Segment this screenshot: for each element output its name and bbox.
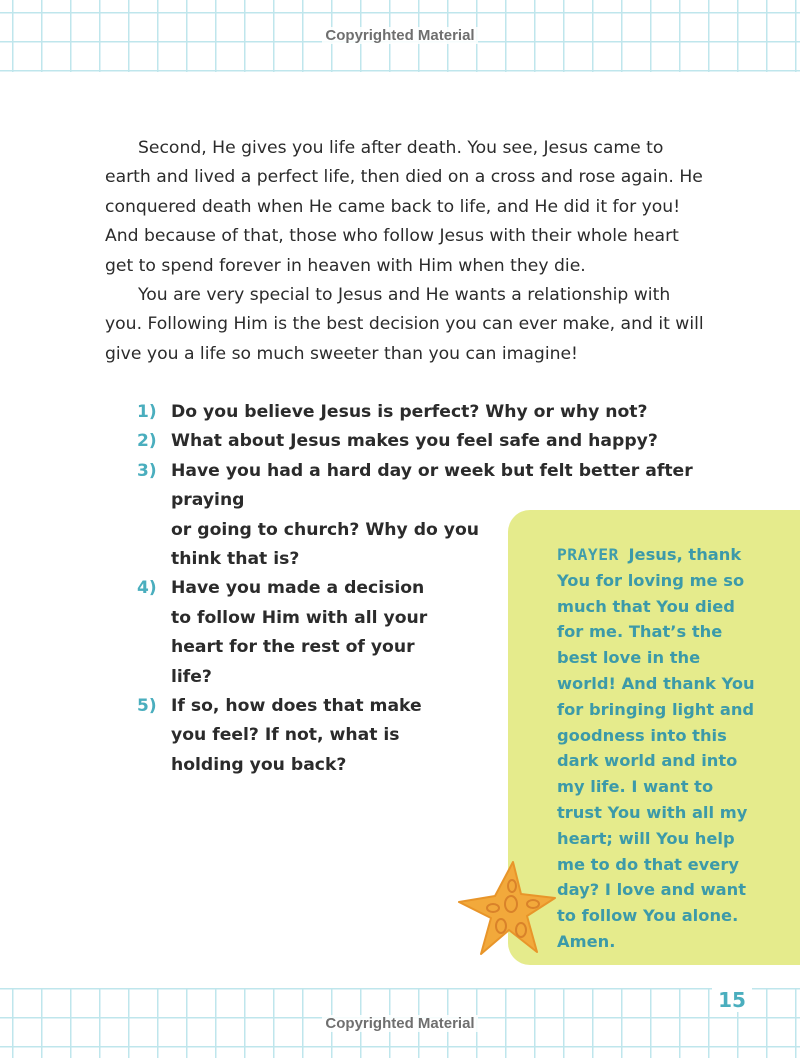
question-number: 3) bbox=[137, 460, 157, 481]
page-number: 15 bbox=[712, 988, 752, 1012]
question-number: 2) bbox=[137, 431, 157, 452]
question-number: 5) bbox=[137, 696, 157, 717]
paragraph: You are very special to Jesus and He wants a relationship with you. Following Him is the best decision you can ever make, and it will give you a life so much sweeter than you can imagine! bbox=[105, 285, 704, 364]
prayer-body: Jesus, thank You for loving me so much that You died for me. That’s the best love in the world! And thank You for bringing light and goodness into this dark world and into my life. I want to trust You with all my heart; will You help me to do that every day? I love and want to follow You alone. Amen. bbox=[557, 545, 755, 951]
prayer-text bbox=[557, 542, 757, 955]
question-item bbox=[105, 398, 725, 427]
question-text: Do you believe Jesus is perfect? Why or why not? bbox=[171, 402, 648, 422]
question-text: If so, how does that make you feel? If not, what is holding you back? bbox=[171, 696, 422, 775]
copyright-watermark-top: Copyrighted Material bbox=[0, 27, 800, 44]
prayer-label: PRAYER bbox=[557, 545, 619, 564]
question-item bbox=[105, 427, 725, 456]
body-text bbox=[105, 134, 705, 369]
question-number: 4) bbox=[137, 578, 157, 599]
copyright-watermark-bottom: Copyrighted Material bbox=[0, 1015, 800, 1032]
starfish-icon bbox=[455, 858, 559, 958]
question-text: What about Jesus makes you feel safe and happy? bbox=[171, 431, 658, 452]
paragraph: Second, He gives you life after death. You see, Jesus came to earth and lived a perfect life, then died on a cross and rose again. He conquered death when He came back to life, and He did it for you! And because of that, those who follow Jesus with their whole heart get to spend forever in heaven with Him when they die. bbox=[105, 138, 703, 276]
question-number: 1) bbox=[137, 402, 157, 422]
question-text: Have you had a hard day or week but felt better after praying or going to church? Why do you think that is? bbox=[171, 460, 693, 570]
question-text: Have you made a decision to follow Him with all your heart for the rest of your life? bbox=[171, 578, 428, 687]
